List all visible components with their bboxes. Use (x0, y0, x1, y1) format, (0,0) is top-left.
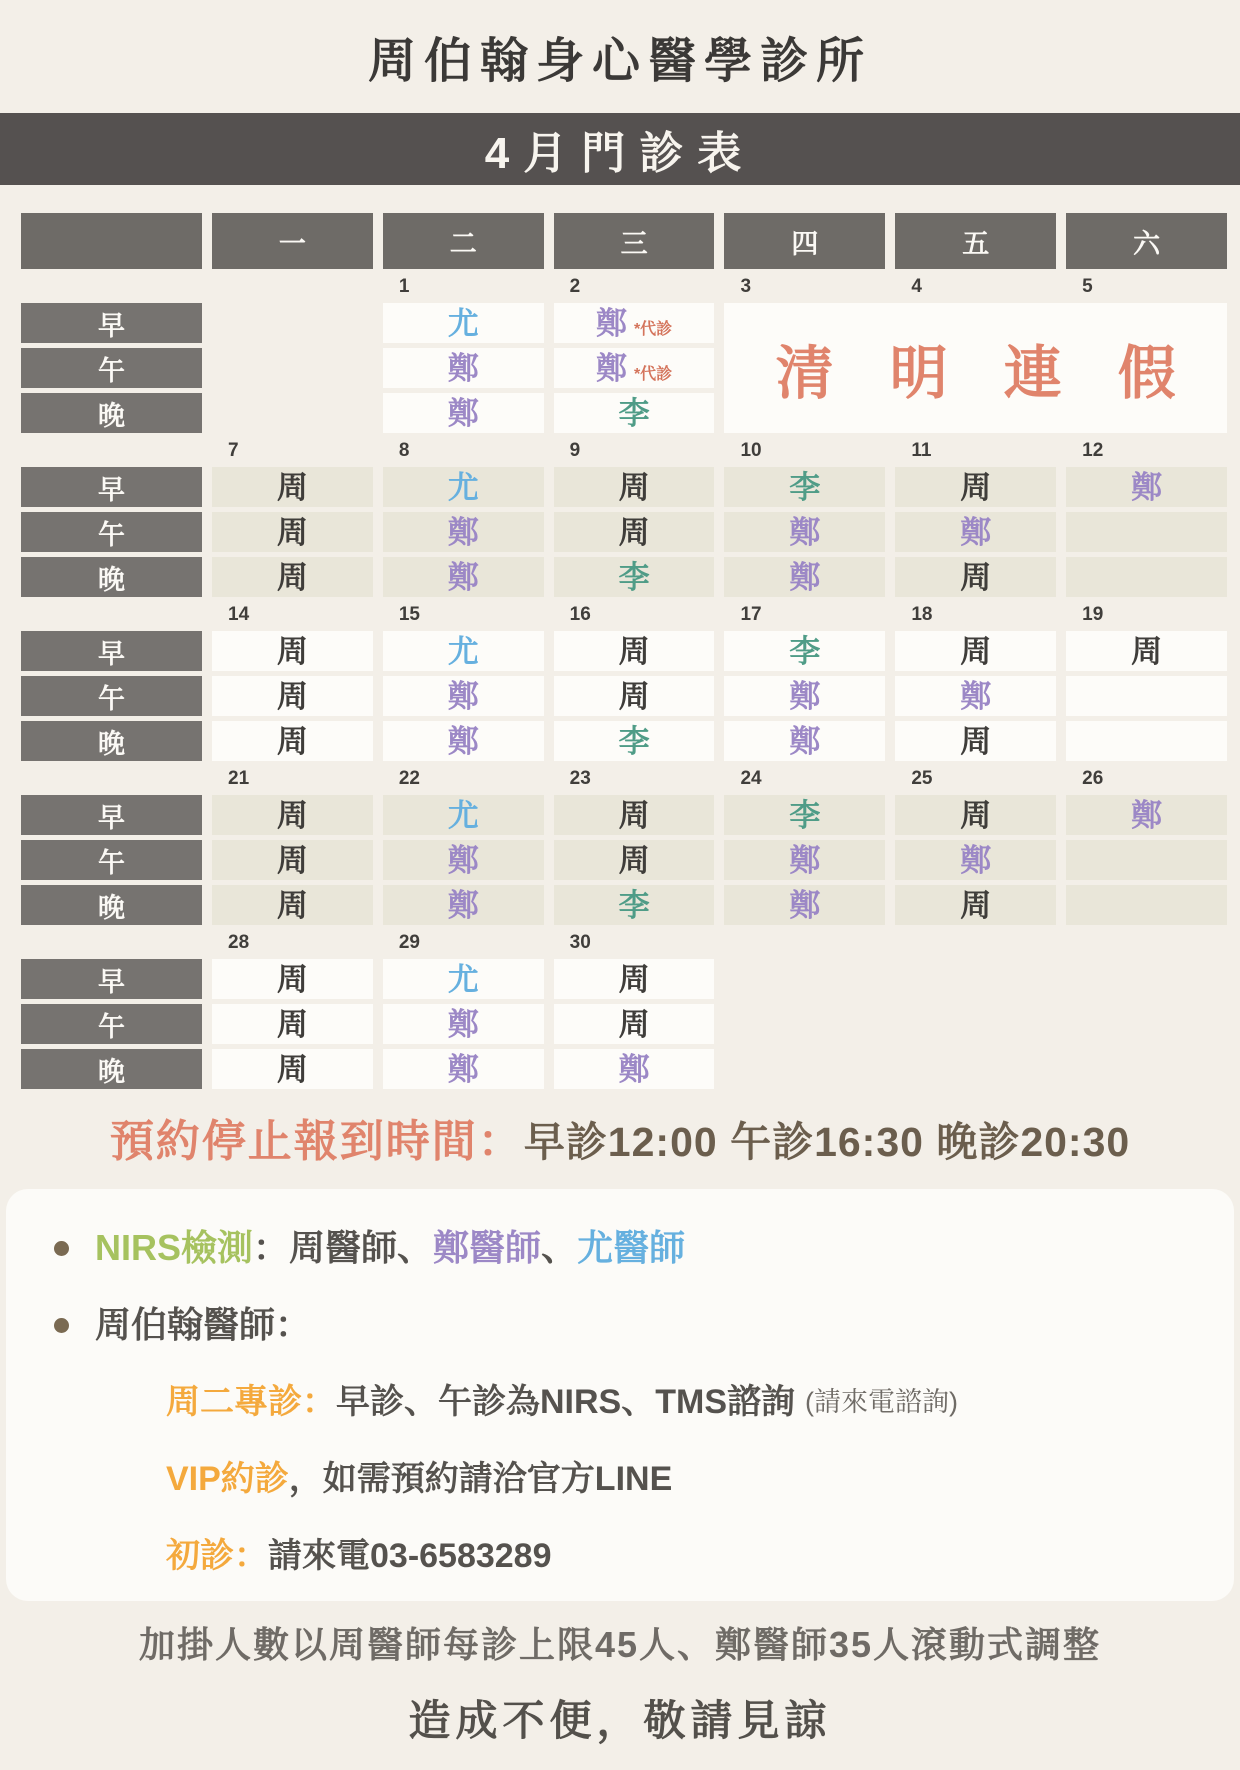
date-number-10: 10 (740, 440, 762, 461)
doctor-周: 周 (618, 469, 650, 505)
schedule-cell (383, 512, 544, 552)
schedule-cell (212, 1004, 373, 1044)
doctor-周: 周 (276, 797, 308, 833)
doctor-周: 周 (960, 797, 992, 833)
schedule-cell (212, 631, 373, 671)
schedule-cell (212, 1049, 373, 1089)
schedule-cell (212, 959, 373, 999)
schedule-cell (895, 467, 1056, 507)
schedule-cell (1066, 721, 1227, 761)
schedule-cell (724, 885, 885, 925)
schedule-cell (895, 676, 1056, 716)
doctor-周: 周 (276, 559, 308, 595)
doctor-周: 周 (276, 678, 308, 714)
footer-apology-note: 造成不便，敬請見諒 (408, 1697, 832, 1744)
checkin-deadline-label: 預約停止報到時間： (109, 1117, 524, 1166)
session-label-午: 午 (21, 1004, 202, 1044)
doctor-李: 李 (618, 723, 650, 759)
doctor-鄭: 鄭 (595, 350, 627, 386)
schedule-cell (895, 840, 1056, 880)
holiday-banner (724, 303, 1227, 433)
note-segment: 周伯翰醫師： (95, 1304, 312, 1345)
bullet-dot-icon (54, 1241, 69, 1256)
doctor-鄭: 鄭 (1131, 797, 1163, 833)
note-segment: 周醫師、 (289, 1227, 434, 1268)
schedule-cell (1066, 676, 1227, 716)
doctor-周: 周 (276, 1006, 308, 1042)
schedule-cell (383, 303, 544, 343)
schedule-cell (554, 557, 715, 597)
note-segment: ，如需預約請洽官方LINE (288, 1460, 673, 1498)
note-segment: 鄭醫師 (433, 1227, 542, 1268)
doctor-鄭: 鄭 (789, 514, 821, 550)
schedule-cell (383, 840, 544, 880)
schedule-cell (554, 885, 715, 925)
session-label-早: 早 (21, 631, 202, 671)
date-number-29: 29 (398, 932, 420, 953)
calendar-grid (21, 213, 1227, 1089)
doctor-鄭: 鄭 (618, 1051, 650, 1087)
doctor-鄭: 鄭 (789, 842, 821, 878)
notes-card (6, 1189, 1234, 1601)
schedule-cell (724, 676, 885, 716)
schedule-cell (1066, 467, 1227, 507)
doctor-周: 周 (276, 469, 308, 505)
schedule-cell (383, 959, 544, 999)
session-label-早: 早 (21, 303, 202, 343)
doctor-周: 周 (618, 678, 650, 714)
schedule-cell (383, 348, 544, 388)
schedule-cell (724, 840, 885, 880)
doctor-李: 李 (618, 395, 650, 431)
doctor-周: 周 (618, 961, 650, 997)
session-label-午: 午 (21, 676, 202, 716)
schedule-cell (724, 631, 885, 671)
doctor-尤: 尤 (447, 469, 479, 505)
date-number-14: 14 (228, 604, 250, 625)
date-number-16: 16 (569, 604, 591, 625)
date-number-28: 28 (228, 932, 250, 953)
day-header-4: 四 (724, 213, 885, 269)
checkin-deadline-times: 早診12:00 午診16:30 晚診20:30 (523, 1119, 1131, 1165)
date-number-24: 24 (740, 768, 762, 789)
session-label-早: 早 (21, 959, 202, 999)
doctor-周: 周 (276, 514, 308, 550)
note-line-5 (166, 1533, 1198, 1579)
schedule-cell (1066, 885, 1227, 925)
doctor-周: 周 (276, 723, 308, 759)
schedule-cell (554, 1049, 715, 1089)
schedule-cell (383, 467, 544, 507)
doctor-周: 周 (960, 559, 992, 595)
holiday-char: 連 (1003, 341, 1062, 406)
session-label-晚: 晚 (21, 557, 202, 597)
doctor-周: 周 (960, 469, 992, 505)
doctor-鄭: 鄭 (447, 514, 479, 550)
doctor-鄭: 鄭 (447, 350, 479, 386)
note-line-1 (54, 1225, 1198, 1271)
session-label-午: 午 (21, 840, 202, 880)
doctor-周: 周 (618, 797, 650, 833)
doctor-鄭: 鄭 (595, 305, 627, 341)
doctor-尤: 尤 (447, 633, 479, 669)
day-header-2: 二 (383, 213, 544, 269)
schedule-cell (383, 631, 544, 671)
schedule-cell (212, 467, 373, 507)
doctor-尤: 尤 (447, 305, 479, 341)
schedule-cell (554, 348, 715, 388)
schedule-cell (383, 393, 544, 433)
schedule-cell (724, 795, 885, 835)
date-number-15: 15 (398, 604, 420, 625)
date-number-8: 8 (398, 440, 410, 461)
schedule-cell (554, 467, 715, 507)
day-header-1: 一 (212, 213, 373, 269)
schedule-cell (895, 512, 1056, 552)
date-number-30: 30 (569, 932, 591, 953)
schedule-cell (724, 721, 885, 761)
doctor-周: 周 (618, 1006, 650, 1042)
date-number-11: 11 (911, 440, 932, 461)
schedule-cell (724, 467, 885, 507)
schedule-cell (554, 676, 715, 716)
schedule-cell (554, 840, 715, 880)
date-number-1: 1 (398, 276, 410, 297)
doctor-李: 李 (789, 469, 821, 505)
doctor-周: 周 (276, 842, 308, 878)
schedule-cell (383, 1049, 544, 1089)
doctor-周: 周 (618, 633, 650, 669)
schedule-cell (895, 885, 1056, 925)
note-line-3 (166, 1379, 1198, 1425)
schedule-cell (212, 885, 373, 925)
date-number-26: 26 (1082, 768, 1104, 789)
note-segment: 初診： (166, 1537, 268, 1575)
date-number-25: 25 (911, 768, 933, 789)
schedule-cell (895, 631, 1056, 671)
date-number-2: 2 (569, 276, 581, 297)
doctor-鄭: 鄭 (447, 842, 479, 878)
doctor-鄭: 鄭 (960, 842, 992, 878)
month-banner-label: 4月門診表 (484, 129, 756, 178)
schedule-cell (212, 512, 373, 552)
schedule-cell (212, 676, 373, 716)
day-header-5: 五 (895, 213, 1056, 269)
doctor-李: 李 (618, 887, 650, 923)
note-segment: VIP約診 (166, 1460, 289, 1498)
schedule-cell (554, 393, 715, 433)
session-label-晚: 晚 (21, 393, 202, 433)
note-segment: 、 (541, 1227, 578, 1268)
doctor-周: 周 (960, 633, 992, 669)
note-segment: 早診、午診為NIRS、TMS諮詢 (336, 1383, 795, 1421)
doctor-鄭: 鄭 (447, 1006, 479, 1042)
schedule-cell (895, 557, 1056, 597)
doctor-周: 周 (960, 887, 992, 923)
date-number-12: 12 (1082, 440, 1104, 461)
schedule-cell (724, 557, 885, 597)
date-number-5: 5 (1082, 276, 1093, 297)
holiday-char: 清 (775, 341, 834, 406)
date-number-17: 17 (740, 604, 762, 625)
schedule-cell (1066, 795, 1227, 835)
schedule-cell (895, 721, 1056, 761)
date-number-18: 18 (911, 604, 933, 625)
bullet-dot-icon (54, 1318, 69, 1333)
checkin-deadline-line (0, 1105, 1240, 1169)
date-number-9: 9 (569, 440, 581, 461)
note-line-4 (166, 1456, 1198, 1502)
doctor-鄭: 鄭 (789, 723, 821, 759)
note-segment: 尤醫師 (577, 1227, 686, 1268)
doctor-鄭: 鄭 (789, 559, 821, 595)
schedule-cell (383, 721, 544, 761)
doctor-周: 周 (276, 633, 308, 669)
substitute-note: *代診 (633, 320, 673, 338)
substitute-note: *代診 (633, 365, 673, 383)
schedule-cell (1066, 557, 1227, 597)
doctor-周: 周 (960, 723, 992, 759)
note-segment: NIRS檢測 (95, 1227, 254, 1268)
note-line-2 (54, 1302, 1198, 1348)
doctor-周: 周 (276, 887, 308, 923)
doctor-周: 周 (276, 1051, 308, 1087)
session-label-晚: 晚 (21, 721, 202, 761)
doctor-鄭: 鄭 (960, 678, 992, 714)
doctor-鄭: 鄭 (960, 514, 992, 550)
schedule-cell (554, 721, 715, 761)
doctor-周: 周 (618, 842, 650, 878)
session-label-早: 早 (21, 795, 202, 835)
schedule-cell (212, 557, 373, 597)
doctor-鄭: 鄭 (447, 723, 479, 759)
schedule-cell (383, 676, 544, 716)
note-segment: (請來電諮詢) (805, 1387, 958, 1417)
doctor-鄭: 鄭 (447, 559, 479, 595)
session-label-晚: 晚 (21, 1049, 202, 1089)
calendar-corner-cell (21, 213, 202, 269)
schedule-cell (554, 795, 715, 835)
session-label-晚: 晚 (21, 885, 202, 925)
schedule-cell (724, 512, 885, 552)
holiday-char: 明 (889, 341, 948, 406)
doctor-尤: 尤 (447, 961, 479, 997)
doctor-鄭: 鄭 (789, 887, 821, 923)
day-header-3: 三 (554, 213, 715, 269)
schedule-cell (1066, 512, 1227, 552)
doctor-鄭: 鄭 (447, 395, 479, 431)
doctor-李: 李 (618, 559, 650, 595)
doctor-鄭: 鄭 (1131, 469, 1163, 505)
clinic-title: 周伯翰身心醫學診所 (367, 35, 872, 88)
footer-capacity-note: 加掛人數以周醫師每診上限45人、鄭醫師35人滾動式調整 (138, 1624, 1102, 1665)
doctor-周: 周 (276, 961, 308, 997)
session-label-午: 午 (21, 512, 202, 552)
schedule-cell (1066, 840, 1227, 880)
date-number-21: 21 (228, 768, 250, 789)
date-number-7: 7 (228, 440, 239, 461)
doctor-周: 周 (1131, 633, 1163, 669)
schedule-cell (554, 512, 715, 552)
session-label-午: 午 (21, 348, 202, 388)
schedule-cell (554, 631, 715, 671)
schedule-cell (1066, 631, 1227, 671)
doctor-李: 李 (789, 797, 821, 833)
schedule-cell (554, 1004, 715, 1044)
note-segment: 請來電03-6583289 (268, 1537, 552, 1575)
doctor-李: 李 (789, 633, 821, 669)
date-number-3: 3 (740, 276, 752, 297)
schedule-cell (383, 1004, 544, 1044)
schedule-cell (554, 303, 715, 343)
schedule-cell (212, 840, 373, 880)
session-label-早: 早 (21, 467, 202, 507)
schedule-cell (895, 795, 1056, 835)
schedule-cell (212, 721, 373, 761)
schedule-cell (383, 557, 544, 597)
note-segment: ： (253, 1227, 290, 1268)
date-number-22: 22 (398, 768, 420, 789)
doctor-鄭: 鄭 (447, 678, 479, 714)
note-segment: 周二專診： (166, 1383, 336, 1421)
date-number-23: 23 (569, 768, 591, 789)
schedule-cell (383, 885, 544, 925)
date-number-19: 19 (1082, 604, 1104, 625)
doctor-鄭: 鄭 (447, 887, 479, 923)
schedule-cell (383, 795, 544, 835)
schedule-cell (212, 795, 373, 835)
doctor-周: 周 (618, 514, 650, 550)
date-number-4: 4 (911, 276, 922, 297)
day-header-6: 六 (1066, 213, 1227, 269)
month-banner (0, 113, 1240, 185)
holiday-char: 假 (1117, 341, 1176, 406)
doctor-鄭: 鄭 (789, 678, 821, 714)
doctor-尤: 尤 (447, 797, 479, 833)
schedule-cell (554, 959, 715, 999)
doctor-鄭: 鄭 (447, 1051, 479, 1087)
